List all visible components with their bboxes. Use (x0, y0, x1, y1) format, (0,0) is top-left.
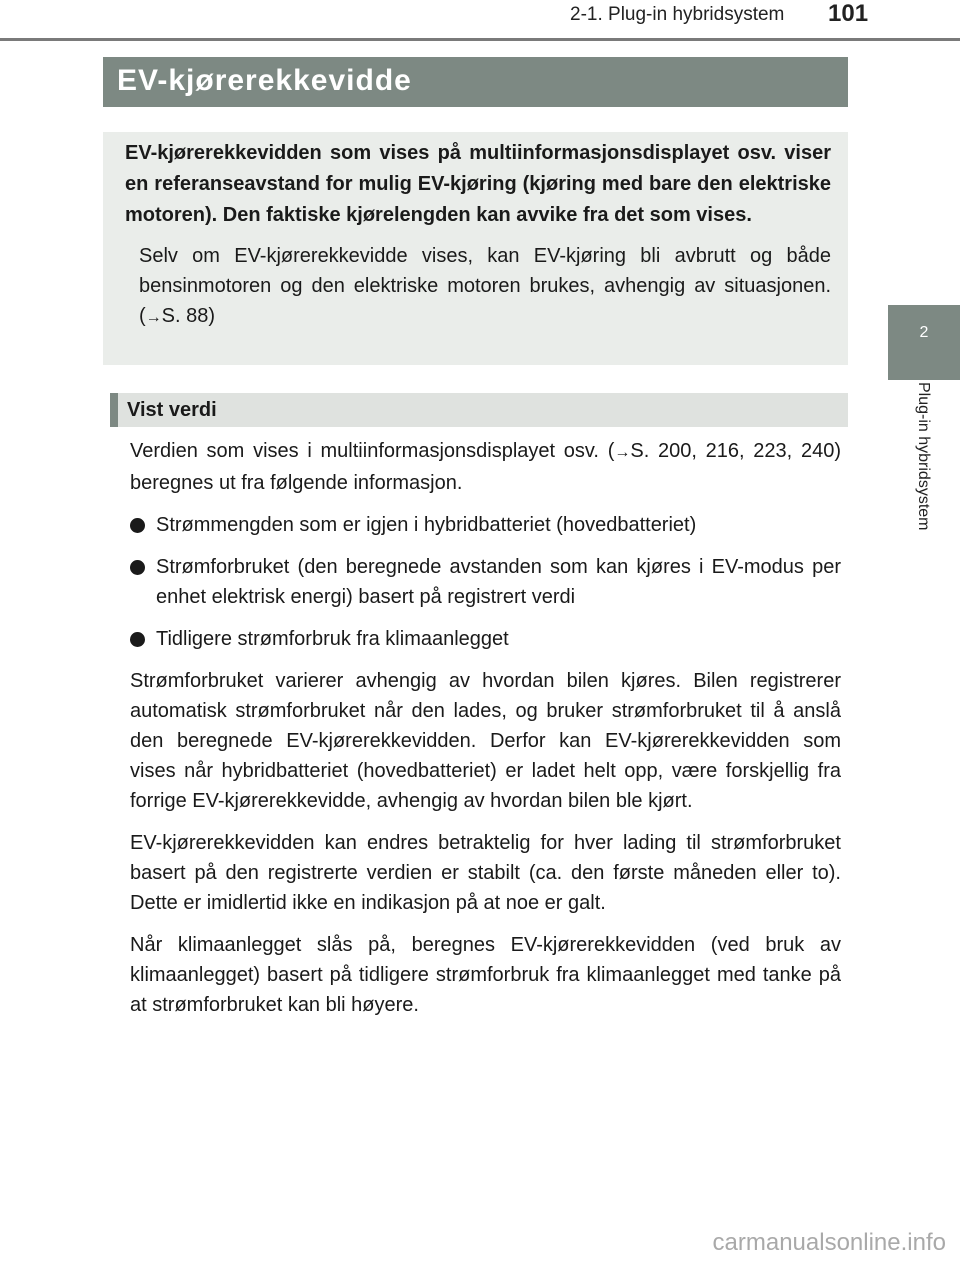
watermark: carmanualsonline.info (712, 1229, 946, 1256)
list-item (130, 624, 841, 654)
body-text (130, 436, 841, 1032)
paragraph-1-reference: S. 200, 216, 223, 240) beregnes ut fra følgende informasjon. (130, 440, 841, 494)
paragraph-4: Når klimaanlegget slås på, beregnes EV-kjørerekkevidden (ved bruk av klimaanlegget) basert på tidligere strømforbruk fra klimaanlegget med tanke på at strømforbruket kan bli høyere. (130, 934, 841, 1016)
reference-arrow-icon: → (145, 309, 162, 326)
reference-arrow-icon: → (614, 444, 631, 461)
intro-note-text: Selv om EV-kjørerekkevidde vises, kan EV-kjøring bli avbrutt og både bensinmotoren og den elektriske motoren brukes, avhengig av situasjonen. ( (139, 245, 831, 327)
page-number: 101 (828, 0, 869, 27)
running-header: 2-1. Plug-in hybridsystem (570, 4, 785, 25)
section-title: EV-kjørerekkevidde (103, 57, 848, 107)
intro-box (103, 132, 848, 365)
intro-note-reference: S. 88) (161, 305, 216, 327)
bullet-icon (130, 560, 145, 575)
bullet-icon (130, 518, 145, 533)
intro-note (139, 241, 831, 333)
intro-summary: EV-kjørerekkevidden som vises på multiinformasjonsdisplayet osv. viser en referanseavstand for mulig EV-kjøring (kjøring med bare den elektriske motoren). Den faktiske kjørelengden kan avvike fra det som vises. (125, 142, 831, 226)
list-item-text: Strømforbruket (den beregnede avstanden som kan kjøres i EV-modus per enhet elektrisk energi) basert på registrert verdi (156, 556, 841, 608)
paragraph-1 (130, 436, 841, 498)
list-item (130, 552, 841, 612)
chapter-tab (888, 382, 960, 594)
paragraph-2: Strømforbruket varierer avhengig av hvordan bilen kjøres. Bilen registrerer automatisk strømforbruket når den lades, og bruker strømforbruket til å anslå den beregnede EV-kjørerekkevidden. Derfor kan EV-kjørerekkevidden som vises når hybridbatteriet (hovedbatteriet) er ladet helt opp, være forskjellig fra forrige EV-kjørerekkevidde, avhengig av hvordan bilen ble kjørt. (130, 670, 841, 812)
list-item-text: Tidligere strømforbruk fra klimaanlegget (156, 628, 509, 650)
bullet-icon (130, 632, 145, 647)
list-item (130, 510, 841, 540)
list-item-text: Strømmengden som er igjen i hybridbatteriet (hovedbatteriet) (156, 514, 697, 536)
chapter-tab-number: 2 (888, 305, 960, 380)
header-divider (0, 38, 960, 41)
paragraph-3: EV-kjørerekkevidden kan endres betraktelig for hver lading til strømforbruket basert på den registrerte verdien er stabilt (ca. den første måneden eller to). Dette er imidlertid ikke en indikasjon på at noe er galt. (130, 832, 841, 914)
subsection-title: Vist verdi (110, 393, 848, 427)
paragraph-1-text: Verdien som vises i multiinformasjonsdisplayet osv. ( (130, 440, 615, 462)
chapter-tab-label: Plug-in hybridsystem (915, 382, 932, 531)
